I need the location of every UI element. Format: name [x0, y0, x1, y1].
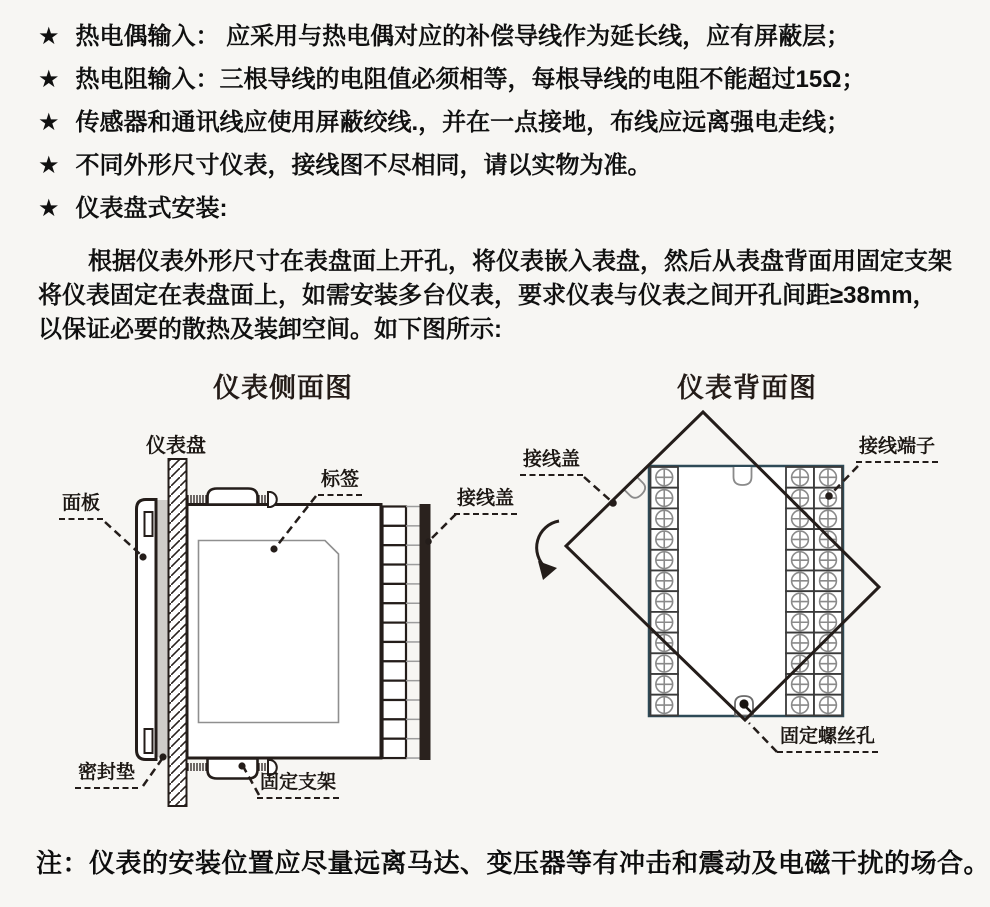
- installation-paragraph: [38, 245, 952, 347]
- label-terminal-cover-back: 接线盖: [520, 449, 583, 476]
- panel-wall-hatch: [169, 459, 187, 806]
- instrument-body: [187, 505, 381, 759]
- bezel-clip-bottom: [145, 729, 153, 753]
- rotation-arrow: [537, 521, 559, 568]
- star-icon: ★: [38, 195, 60, 222]
- front-panel-bezel: [137, 500, 157, 760]
- label-tag: 标签: [318, 469, 362, 496]
- list-item: [38, 22, 865, 52]
- label-screw-hole: 固定螺丝孔: [777, 726, 878, 753]
- label-gasket: 密封垫: [75, 762, 138, 789]
- side-view-drawing: [105, 459, 456, 806]
- fixing-bracket-bottom: [208, 759, 258, 779]
- list-item: [38, 151, 865, 181]
- paragraph-line: 根据仪表外形尺寸在表盘面上开孔，将仪表嵌入表盘，然后从表盘背面用固定支架: [88, 248, 952, 275]
- label-terminal-cover-side: 接线盖: [454, 488, 517, 515]
- bullet-text: 不同外形尺寸仪表，接线图不尽相同，请以实物为准。: [75, 152, 652, 179]
- bullet-text: 热电偶输入： 应采用与热电偶对应的补偿导线作为延长线，应有屏蔽层；: [75, 23, 851, 50]
- back-view-drawing: [537, 412, 879, 752]
- bullet-list: [38, 22, 865, 237]
- list-item: [38, 194, 865, 224]
- star-icon: ★: [38, 23, 60, 50]
- bullet-text: 热电阻输入：三根导线的电阻值必须相等，每根导线的电阻不能超过15Ω；: [75, 66, 866, 93]
- label-front-panel: 面板: [59, 493, 103, 520]
- bullet-text: 传感器和通讯线应使用屏蔽绞线.，并在一点接地，布线应远离强电走线；: [75, 109, 851, 136]
- bezel-clip-top: [145, 512, 153, 536]
- list-item: [38, 65, 865, 95]
- bullet-text: 仪表盘式安装:: [75, 195, 228, 222]
- paragraph-line: 以保证必要的散热及装卸空间。如下图所示:: [38, 316, 502, 343]
- terminal-ladder: [383, 507, 407, 759]
- installation-diagrams: [0, 400, 990, 830]
- label-panel-board: 仪表盘: [146, 435, 206, 457]
- star-icon: ★: [38, 109, 60, 136]
- installation-note: 注：仪表的安装位置应尽量远离马达、变压器等有冲击和震动及电磁干扰的场合。: [36, 848, 990, 878]
- terminal-ladder-links: [406, 507, 420, 759]
- list-item: [38, 108, 865, 138]
- fixing-bracket-top: [208, 489, 258, 505]
- star-icon: ★: [38, 152, 60, 179]
- rotation-arrow-head: [538, 561, 557, 580]
- gasket-strip: [156, 500, 169, 757]
- paragraph-line: 将仪表固定在表盘面上，如需安装多台仪表，要求仪表与仪表之间开孔间距≥38mm，: [38, 282, 937, 309]
- label-terminals: 接线端子: [856, 436, 938, 463]
- screw-head-top: [268, 492, 277, 507]
- label-fixing-bracket: 固定支架: [257, 772, 339, 799]
- side-view-title: 仪表侧面图: [213, 373, 353, 403]
- top-notch: [734, 467, 752, 485]
- star-icon: ★: [38, 66, 60, 93]
- back-view-title: 仪表背面图: [677, 373, 817, 403]
